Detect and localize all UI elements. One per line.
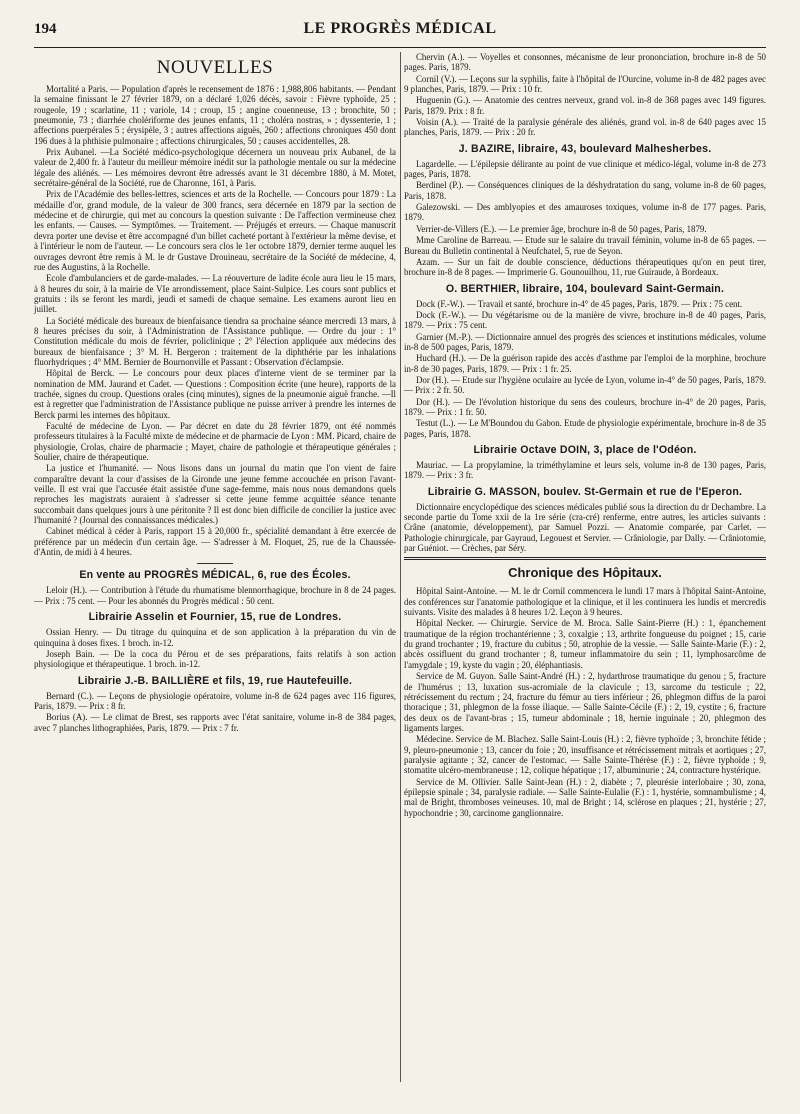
bibliography-entry: Testut (L.). — Le M'Boundou du Gabon. Etude de physiologie expérimentale, brochure in-8 de 35 pages, Paris, 1878. xyxy=(404,418,766,439)
chronique-paragraph: Médecine. Service de M. Blachez. Salle Saint-Louis (H.) : 2, fièvre typhoïde ; 3, bronchite fétide ; 9, pleuro-pneumonie ; 13, cancer du foie ; 20, insuffisance et rétrécissement mitrals et aortiques ; 27, paralysie agitante ; 32, cancer de l'estomac. — Salle Sainte-Thérèse (F.) : 2, fièvre typhoïde ; 9, stomatite ulcéro-membraneuse ; 12, colique hépatique ; 17, albuminurie ; 24, contracture hystérique. xyxy=(404,734,766,776)
bibliography-entry: Dor (H.). — Etude sur l'hygiène oculaire au lycée de Lyon, volume in-4° de 50 pages, Paris, 1879. — Prix : 2 fr. 50. xyxy=(404,374,766,396)
news-paragraph: Prix de l'Académie des belles-lettres, sciences et arts de la Rochelle. — Concours pour 1879 : La médaille d'or, grand module, de la valeur de 300 francs, sera décernée en 1879 par la section de médecine et de chirurgie, qui met au concours la question suivante : De l'affection vermineuse chez les enfants. — Causes. — Symptômes. — Traitement. — Préjugés et erreurs. — Chaque manuscrit devra porter une devise et être accompagné d'un billet cacheté portant à l'extérieur la même devise, et à l'intérieur le nom de l'auteur. — Le concours sera clos le 1er octobre 1879, dernier terme auquel les ouvrages devront être remis à M. le dr Gustave Drouineau, secrétaire de la Société de médecine, 4, rue des Augustins, à la Rochelle. xyxy=(34,189,396,272)
bibliography-entry: Azam. — Sur un fait de double conscience, déductions thérapeutiques qu'on en peut tirer, brochure in-8 de 8 pages. — Imprimerie G. Gounouilhou, 11, rue Guiraude, à Bordeaux. xyxy=(404,256,766,278)
bibliography-entry: Dock (F.-W.). — Du végétarisme ou de la manière de vivre, brochure in-8 de 40 pages, Paris, 1879. — Prix : 75 cent. xyxy=(404,309,766,331)
vendor-heading: Librairie J.-B. BAILLIÈRE et fils, 19, rue Hautefeuille. xyxy=(77,674,353,687)
bibliography-entry: Galezowski. — Des amblyopies et des amauroses toxiques, volume in-8 de 177 pages. Paris, 1879. xyxy=(404,202,766,223)
bibliography-entry: Verrier-de-Villers (E.). — Le premier âge, brochure in-8 de 50 pages, Paris, 1879. xyxy=(416,223,707,234)
bibliography-entry: Cornil (V.). — Leçons sur la syphilis, faite à l'hôpital de l'Ourcine, volume in-8 de 482 pages avec 9 planches, Paris, 1879. — Prix : 10 fr. xyxy=(404,73,766,95)
section-rule xyxy=(197,563,233,564)
vendor-heading: O. BERTHIER, libraire, 104, boulevard Saint-Germain. xyxy=(445,282,725,295)
bibliography-entry: Lagardelle. — L'épilepsie délirante au point de vue clinique et médico-légal, volume in-8 de 273 pages, Paris, 1878. xyxy=(404,158,766,180)
section-title-chronique: Chronique des Hôpitaux. xyxy=(508,565,662,581)
chronique-paragraph: Service de M. Ollivier. Salle Saint-Jean (H.) : 2, diabète ; 7, pleurésie interlobaire ; 30, zona, épilepsie spinale ; 34, paralysie radiale. — Salle Sainte-Eulalie (F.) : 1, hystérie, somnambulisme ; 4, mal de Bright, thromboses veineuses. 10, mal de Bright ; 14, sclérose en plaques ; 21, hystérie ; 27, hypochondrie ; 30, carcinome ganglionnaire. xyxy=(404,776,766,818)
vendor-heading: Librairie Asselin et Fournier, 15, rue de Londres. xyxy=(88,611,342,624)
bibliography-entry: Chervin (A.). — Voyelles et consonnes, mécanisme de leur prononciation, brochure in-8 de 50 pages. Paris, 1879. xyxy=(404,52,766,73)
chronique-paragraph: Hôpital Saint-Antoine. — M. le dr Cornil commencera le lundi 17 mars à l'hôpital Saint-Antoine, des conférences sur l'anatomie pathologique et la clinique, et il les continuera les lundis et mercredis suivants. Visite des malades à 8 heures 1/2. Leçon à 9 heures. xyxy=(404,586,766,618)
news-paragraph: La justice et l'humanité. — Nous lisons dans un journal du matin que l'on vient de faire comparaître devant la cour d'assises de la Gironde une jeune femme accouchée en prison l'avant-veille. Il est vrai que l'accusée était assistée d'une sage-femme, mais nous nous demandons quels reproches les magistrats auraient à s'adresser si cette jeune femme acquittée séance tenante succombait dans quelques jours à une péritonite ? Il est donc bien difficile de concilier la justice avec l'humanité ? (Journal des connaissances médicales.) xyxy=(34,463,396,526)
bibliography-entry: Dock (F.-W.). — Travail et santé, brochure in-4° de 45 pages, Paris, 1879. — Prix : 75 cent. xyxy=(416,298,743,309)
vendor-heading: J. BAZIRE, libraire, 43, boulevard Malhesherbes. xyxy=(458,142,712,155)
bibliography-entry: Berdinel (P.). — Conséquences cliniques de la déshydratation du sang, volume in-8 de 60 pages, Paris, 1878. xyxy=(404,180,766,201)
vendor-heading: Librairie G. MASSON, boulev. St-Germain et rue de l'Eperon. xyxy=(427,485,743,498)
bibliography-entry: Borius (A). — Le climat de Brest, ses rapports avec l'état sanitaire, volume in-8 de 384 pages, avec 7 planches lithographiées, Paris, 1879. — Prix : 7 fr. xyxy=(34,712,396,733)
section-title-nouvelles: NOUVELLES xyxy=(156,57,274,78)
section-double-rule xyxy=(404,557,766,560)
bibliography-entry: Garnier (M.-P.). — Dictionnaire annuel des progrès des sciences et institutions médicales, volume in-8 de 500 pages, Paris, 1879. xyxy=(404,331,766,352)
column-divider xyxy=(400,52,401,1082)
bibliography-entry: Bernard (C.). — Leçons de physiologie opératoire, volume in-8 de 624 pages avec 116 figures, Paris, 1879. — Prix : 8 fr. xyxy=(34,690,396,711)
header-rule xyxy=(34,47,766,48)
vendor-heading: Librairie Octave DOIN, 3, place de l'Odéon. xyxy=(473,444,697,456)
news-paragraph: Mortalité a Paris. — Population d'après le recensement de 1876 : 1,988,806 habitants. — Pendant la semaine finissant le 27 février 1879, on a déclaré 1,026 décès, savoir : Fièvre typhoïde, 25 ; rougeole, 19 ; scarlatine, 11 ; variole, 14 ; croup, 15 ; angine couenneuse, 13 ; bronchite, 50 ; pneumonie, 73 ; diarrhée cholériforme des jeunes enfants, 11 ; choléra nostras, » ; dyssenterie, 1 ; affections puerpérales 5 ; érysipèle, 3 ; autres affections aiguës, 260 ; affections chroniques 450 dont 196 dues à la phthisie pulmonaire ; affections chirurgicales, 50 ; causes accidentelles, 28. xyxy=(34,84,396,146)
bibliography-entry: Huchard (H.). — De la guérison rapide des accès d'asthme par l'emploi de la morphine, brochure in-8 de 30 pages, Paris, 1879. — Prix : 1 fr. 25. xyxy=(404,353,766,374)
news-paragraph: Hôpital de Berck. — Le concours pour deux places d'interne vient de se terminer par la nomination de MM. Jaurand et Cadet. — Questions : Composition écrite (une heure), rapports de la trachée, signes du croup. Questions orales (cinq minutes), signes de la pneumonie aiguë franche. —Il est à regretter que l'administration de l'Assistance publique ne puisse arriver à prendre les internes de Berck parmi les internes des hôpitaux. xyxy=(34,368,396,420)
page-number: 194 xyxy=(34,21,57,37)
bibliography-entry: Dictionnaire encyclopédique des sciences médicales publié sous la direction du dr Dechambre. La seconde partie du Tome xxii de la 1re série (cra-cré) renferme, entre autres, les articles suivants : Crâne (anatomie, développement), par Samuel Pozzi. — Anatomie comparée, par Carlet. — Pathologie chirurgicale, par Gayraud, Legouest et Servier. — Crâniologie, par Dally. — Crâniotomie, par Guéniot. — Crèches, par Séry. xyxy=(404,501,766,554)
news-paragraph: Prix Aubanel. —La Société médico-psychologique décernera un nouveau prix Aubanel, de la valeur de 2,400 fr. à l'auteur du meilleur mémoire inédit sur la pathologie mentale ou sur la médecine légale des aliénés. — Les mémoires devront être adressés avant le 31 décembre 1880, à M. Motet, secrétaire-général de la Société, rue de Charonne, 161, à Paris. xyxy=(34,147,396,189)
page-header xyxy=(34,20,766,44)
news-paragraph: La Société médicale des bureaux de bienfaisance tiendra sa prochaine séance mercredi 13 mars, à 8 heures précises du soir, à l'Administration de l'Assistance publique. — Ordre du jour : 1° Constitution médicale du mois de février, policlinique ; 2° l'élection appliquée aux médecins des bureaux de bienfaisance ; 3° M. H. Bergeron : traitement de la diphthérie par les inhalations fluorhydriques ; 4° MM. Bernier de Bournonville et Passant : Observation d'éclampsie. xyxy=(34,315,396,367)
bibliography-entry: Leloir (H.). — Contribution à l'étude du rhumatisme blennorrhagique, brochure in 8 de 24 pages. — Prix : 75 cent. — Pour les abonnés du Progrès médical : 50 cent. xyxy=(34,585,396,606)
bibliography-entry: Joseph Bain. — De la coca du Pérou et de ses préparations, faits relatifs à son action physiologique et thérapeutique. 1 broch. in-12. xyxy=(34,648,396,670)
journal-title: LE PROGRÈS MÉDICAL xyxy=(303,20,497,37)
bibliography-entry: Voisin (A.). — Traité de la paralysie générale des aliénés, grand vol. in-8 de 640 pages avec 15 planches, Paris, 1879. — Prix : 20 fr. xyxy=(404,117,766,138)
bibliography-entry: Mauriac. — La propylamine, la triméthylamine et leurs sels, volume in-8 de 130 pages, Paris, 1879. — Prix : 3 fr. xyxy=(404,460,766,481)
bibliography-entry: Ossian Henry. — Du titrage du quinquina et de son application à la préparation du vin de quinquina à doses fixes. 1 broch. in-12. xyxy=(34,627,396,648)
right-column xyxy=(404,52,766,819)
news-paragraph: Ecole d'ambulanciers et de garde-malades. — La réouverture de ladite école aura lieu le 15 mars, à 8 heures du soir, à la mairie de VIe arrondissement, place Saint-Sulpice. Les cours sont publics et gratuits : ils se feront les mardi, jeudi et samedi de chaque semaine. Les examens auront lieu en juillet. xyxy=(34,273,396,315)
chronique-paragraph: Hôpital Necker. — Chirurgie. Service de M. Broca. Salle Saint-Pierre (H.) : 1, épanchement traumatique de la région trochantérienne ; 3, coxalgie ; 13, arthrite fongueuse du poignet ; 15, carie du grand trochanter ; 19, fracture du cubitus ; 50, atrophie de la vessie. — Salle Sainte-Marie (F.) : 2, abcès ossifluent du grand trochanter ; 8, tumeur inflammatoire du sein ; 11, lymphosarcôme de l'amygdale ; 19, kyste du vagin ; 20, éléphantiasis. xyxy=(404,618,766,670)
left-column xyxy=(34,52,396,734)
news-paragraph: Faculté de médecine de Lyon. — Par décret en date du 28 février 1879, ont été nommés professeurs titulaires à la Faculté mixte de médecine et de pharmacie de Lyon : MM. Picard, chaire de physiologie, Crolas, chaire de pharmacie ; Mayet, chaire de pathologie et thérapeutique générales ; Soulier, chaire de thérapeutique. xyxy=(34,421,397,463)
bibliography-entry: Mme Caroline de Barreau. — Etude sur le salaire du travail féminin, volume in-8 de 65 pages. — Bureau du Bulletin continental à Neufchatel, 5, rue de Seyon. xyxy=(404,235,766,256)
news-paragraph: Cabinet médical à céder à Paris, rapport 15 à 20,000 fr., spécialité demandant à être exercée de préférence par un médecin d'un certain âge. — S'adresser à M. Floquet, 25, rue de la Chaussée-d'Antin, de midi à 4 heures. xyxy=(34,526,396,558)
chronique-paragraph: Service de M. Guyon. Salle Saint-André (H.) : 2, hydarthrose traumatique du genou ; 5, fracture de l'humérus ; 13, luxation sus-acromiale de la clavicule ; 13, sarcome du testicule ; 22, rétrécissement du rectum ; 24, fracture du fémur au tiers inférieur ; 26, phlegmon diffus de la paroi thoracique ; 31, phlegmon de la fosse iliaque. — Salle Sainte-Cécile (F.) : 2, 19, cystite ; 6, fracture des deux os de l'avant-bras ; 15, tumeur abdominale ; 18, hernie inguinale ; 20, phlegmon des ligaments larges. xyxy=(404,671,766,733)
bibliography-entry: Dor (H.). — De l'évolution historique du sens des couleurs, brochure in-4° de 20 pages, Paris, 1879. — Prix : 1 fr. 50. xyxy=(404,396,766,417)
vendor-heading: En vente au PROGRÈS MÉDICAL, 6, rue des Écoles. xyxy=(79,569,351,582)
bibliography-entry: Huguenin (G.). — Anatomie des centres nerveux, grand vol. in-8 de 368 pages avec 149 figures. Paris, 1879. Prix : 8 fr. xyxy=(404,95,766,116)
